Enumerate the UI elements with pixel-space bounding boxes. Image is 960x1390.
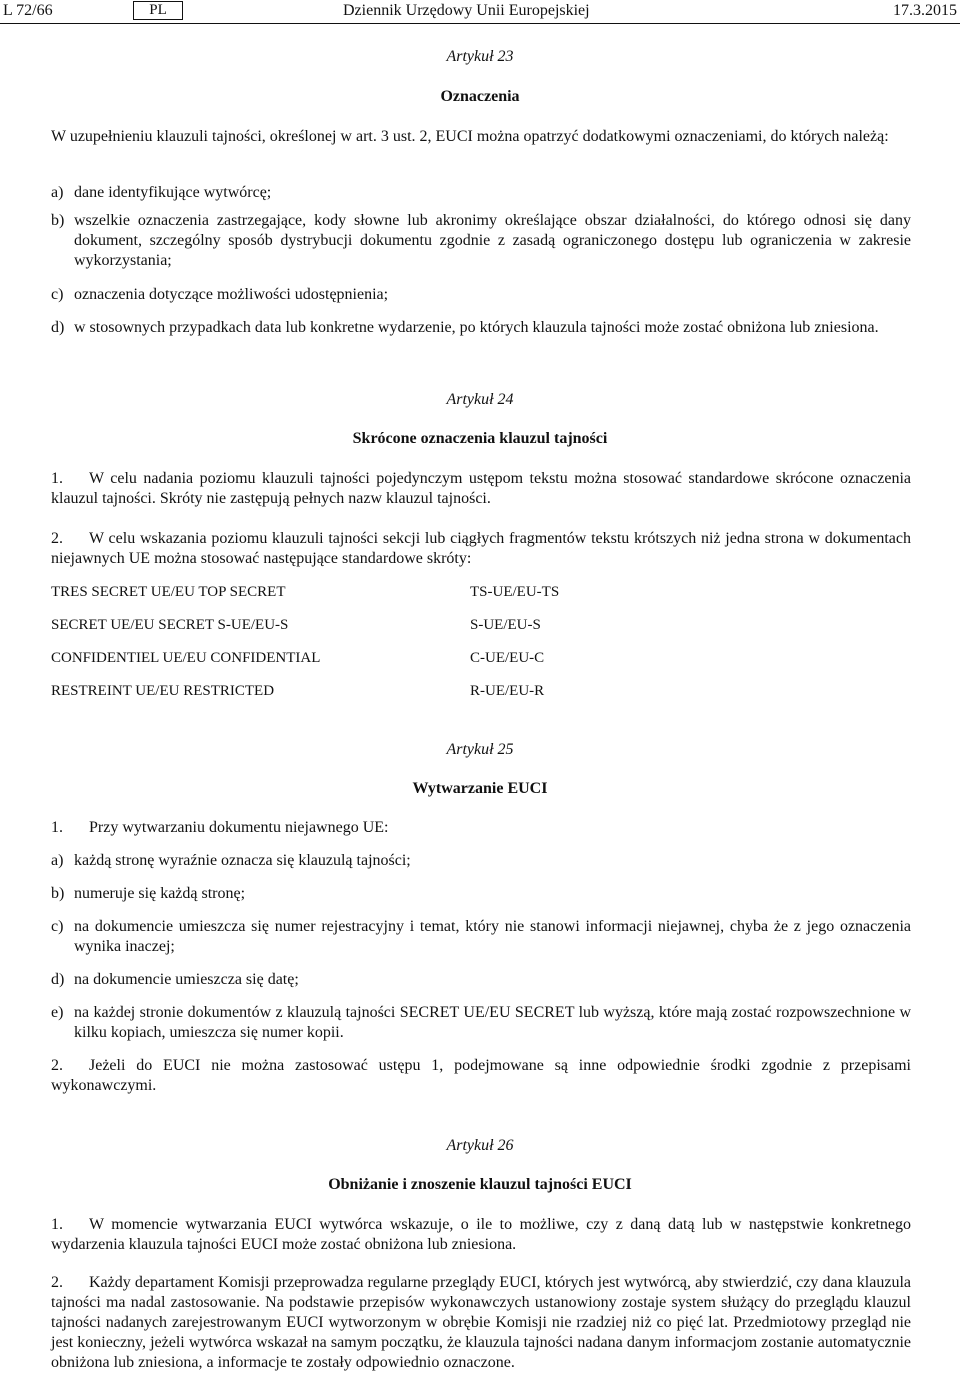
article-26-number: Artykuł 26 — [446, 1137, 514, 1154]
journal-title: Dziennik Urzędowy Unii Europejskiej — [343, 2, 590, 19]
abbreviation-short: S-UE/EU-S — [470, 617, 541, 633]
item-text: numeruje się każdą stronę; — [74, 885, 246, 902]
paragraph-text: W celu wskazania poziomu klauzuli tajności sekcji lub ciągłych fragmentów tekstu krótszych niż jedna strona w dokumentach niejawnych UE można stosować następujące standardowe skróty: — [51, 530, 911, 567]
article-24-paragraph-1 — [51, 469, 911, 509]
item-text: dane identyfikujące wytwórcę; — [74, 184, 272, 201]
paragraph-number: 2. — [51, 530, 63, 547]
abbreviation-row — [51, 615, 911, 635]
paragraph-number: 1. — [51, 1216, 63, 1233]
item-text: na każdej stronie dokumentów z klauzulą tajności SECRET UE/EU SECRET lub wyższą, które mają zostać rozpowszechnione w kilku kopiach, umieszcza się numer kopii. — [74, 1004, 911, 1041]
article-23-intro: W uzupełnieniu klauzuli tajności, określonej w art. 3 ust. 2, EUCI można opatrzyć dodatkowymi oznaczeniami, do których należą: — [51, 128, 889, 145]
item-label: c) — [51, 918, 64, 935]
article-24-number: Artykuł 24 — [446, 391, 514, 408]
article-26-paragraph-2 — [51, 1273, 911, 1373]
abbreviation-full: TRES SECRET UE/EU TOP SECRET — [51, 584, 286, 600]
paragraph-number: 2. — [51, 1274, 63, 1291]
item-label: d) — [51, 319, 65, 336]
item-text: wszelkie oznaczenia zastrzegające, kody słowne lub akronimy określające obszar działalności, do którego odnosi się dany dokument, szczególny sposób dystrybucji dokumentu zgodnie z zasadą ograniczonego dostępu lub ograniczenia w zakresie wykorzystania; — [74, 212, 911, 269]
article-24-paragraph-2 — [51, 529, 911, 569]
abbreviation-full: SECRET UE/EU SECRET S-UE/EU-S — [51, 617, 289, 633]
paragraph-text: Przy wytwarzaniu dokumentu niejawnego UE: — [89, 819, 389, 836]
item-label: c) — [51, 286, 64, 303]
abbreviation-short: TS-UE/EU-TS — [470, 584, 560, 600]
abbreviation-short: C-UE/EU-C — [470, 650, 545, 666]
paragraph-text: W celu nadania poziomu klauzuli tajności pojedynczym ustępom tekstu można stosować standardowe skrócone oznaczenia klauzul tajności. Skróty nie zastępują pełnych nazw klauzul tajności. — [51, 470, 911, 507]
item-label: a) — [51, 852, 64, 869]
paragraph-number: 2. — [51, 1057, 63, 1074]
item-label: d) — [51, 971, 65, 988]
item-text: na dokumencie umieszcza się datę; — [74, 971, 299, 988]
article-25-paragraph-1 — [51, 818, 911, 838]
abbreviation-row — [51, 582, 911, 602]
article-25-title: Wytwarzanie EUCI — [412, 780, 548, 797]
abbreviation-full: CONFIDENTIEL UE/EU CONFIDENTIAL — [51, 650, 321, 666]
paragraph-number: 1. — [51, 470, 63, 487]
abbreviation-short: R-UE/EU-R — [470, 683, 545, 699]
item-text: oznaczenia dotyczące możliwości udostępnienia; — [74, 286, 389, 303]
article-23-number: Artykuł 23 — [446, 48, 514, 65]
item-label: b) — [51, 885, 65, 902]
article-25-number: Artykuł 25 — [446, 741, 514, 758]
paragraph-text: W momencie wytwarzania EUCI wytwórca wskazuje, o ile to możliwe, czy z daną datą lub w następstwie konkretnego wydarzenia klauzula tajności EUCI może zostać obniżona lub zniesiona. — [51, 1216, 911, 1253]
article-25-paragraph-2 — [51, 1056, 911, 1096]
publication-date: 17.3.2015 — [893, 2, 957, 19]
item-label: b) — [51, 212, 65, 229]
item-label: a) — [51, 184, 64, 201]
abbreviation-full: RESTREINT UE/EU RESTRICTED — [51, 683, 275, 699]
item-text: w stosownych przypadkach data lub konkretne wydarzenie, po których klauzula tajności może zostać obniżona lub zniesiona. — [74, 319, 879, 336]
header-rule — [0, 23, 960, 24]
item-text: każdą stronę wyraźnie oznacza się klauzulą tajności; — [74, 852, 411, 869]
article-24-title: Skrócone oznaczenia klauzul tajności — [352, 430, 608, 447]
paragraph-text: Każdy departament Komisji przeprowadza regularne przeglądy EUCI, których jest wytwórcą, aby stwierdzić, czy dana klauzula tajności ma nadal zastosowanie. Na podstawie przepisów wykonawczych ustanowiony zostaje system służący do przeglądu klauzul tajności nadanych zarejestrowanym EUCI wytworzonym w obrębie Komisji nie rzadziej niż co pięć lat. Przedmiotowy przegląd nie jest konieczny, jeżeli wytwórca wskazał na samym początku, że klauzula tajności nadana danym informacjom zostanie automatycznie obniżona lub zniesiona, a informacje te zostały odpowiednio oznaczone. — [51, 1274, 911, 1371]
article-26-paragraph-1 — [51, 1215, 911, 1255]
article-23-title: Oznaczenia — [440, 88, 520, 105]
item-text: na dokumencie umieszcza się numer rejestracyjny i temat, który nie stanowi informacji niejawnej, chyba że z jego oznaczenia wynika inaczej; — [74, 918, 911, 955]
page-number: L 72/66 — [3, 2, 53, 19]
language-box: PL — [133, 1, 183, 20]
abbreviation-row — [51, 648, 911, 668]
paragraph-text: Jeżeli do EUCI nie można zastosować ustępu 1, podejmowane są inne odpowiednie środki zgodnie z przepisami wykonawczymi. — [51, 1057, 911, 1094]
article-26-title: Obniżanie i znoszenie klauzul tajności EUCI — [328, 1176, 632, 1193]
abbreviation-row — [51, 681, 911, 701]
item-label: e) — [51, 1004, 64, 1021]
paragraph-number: 1. — [51, 819, 63, 836]
page-header — [0, 0, 960, 26]
